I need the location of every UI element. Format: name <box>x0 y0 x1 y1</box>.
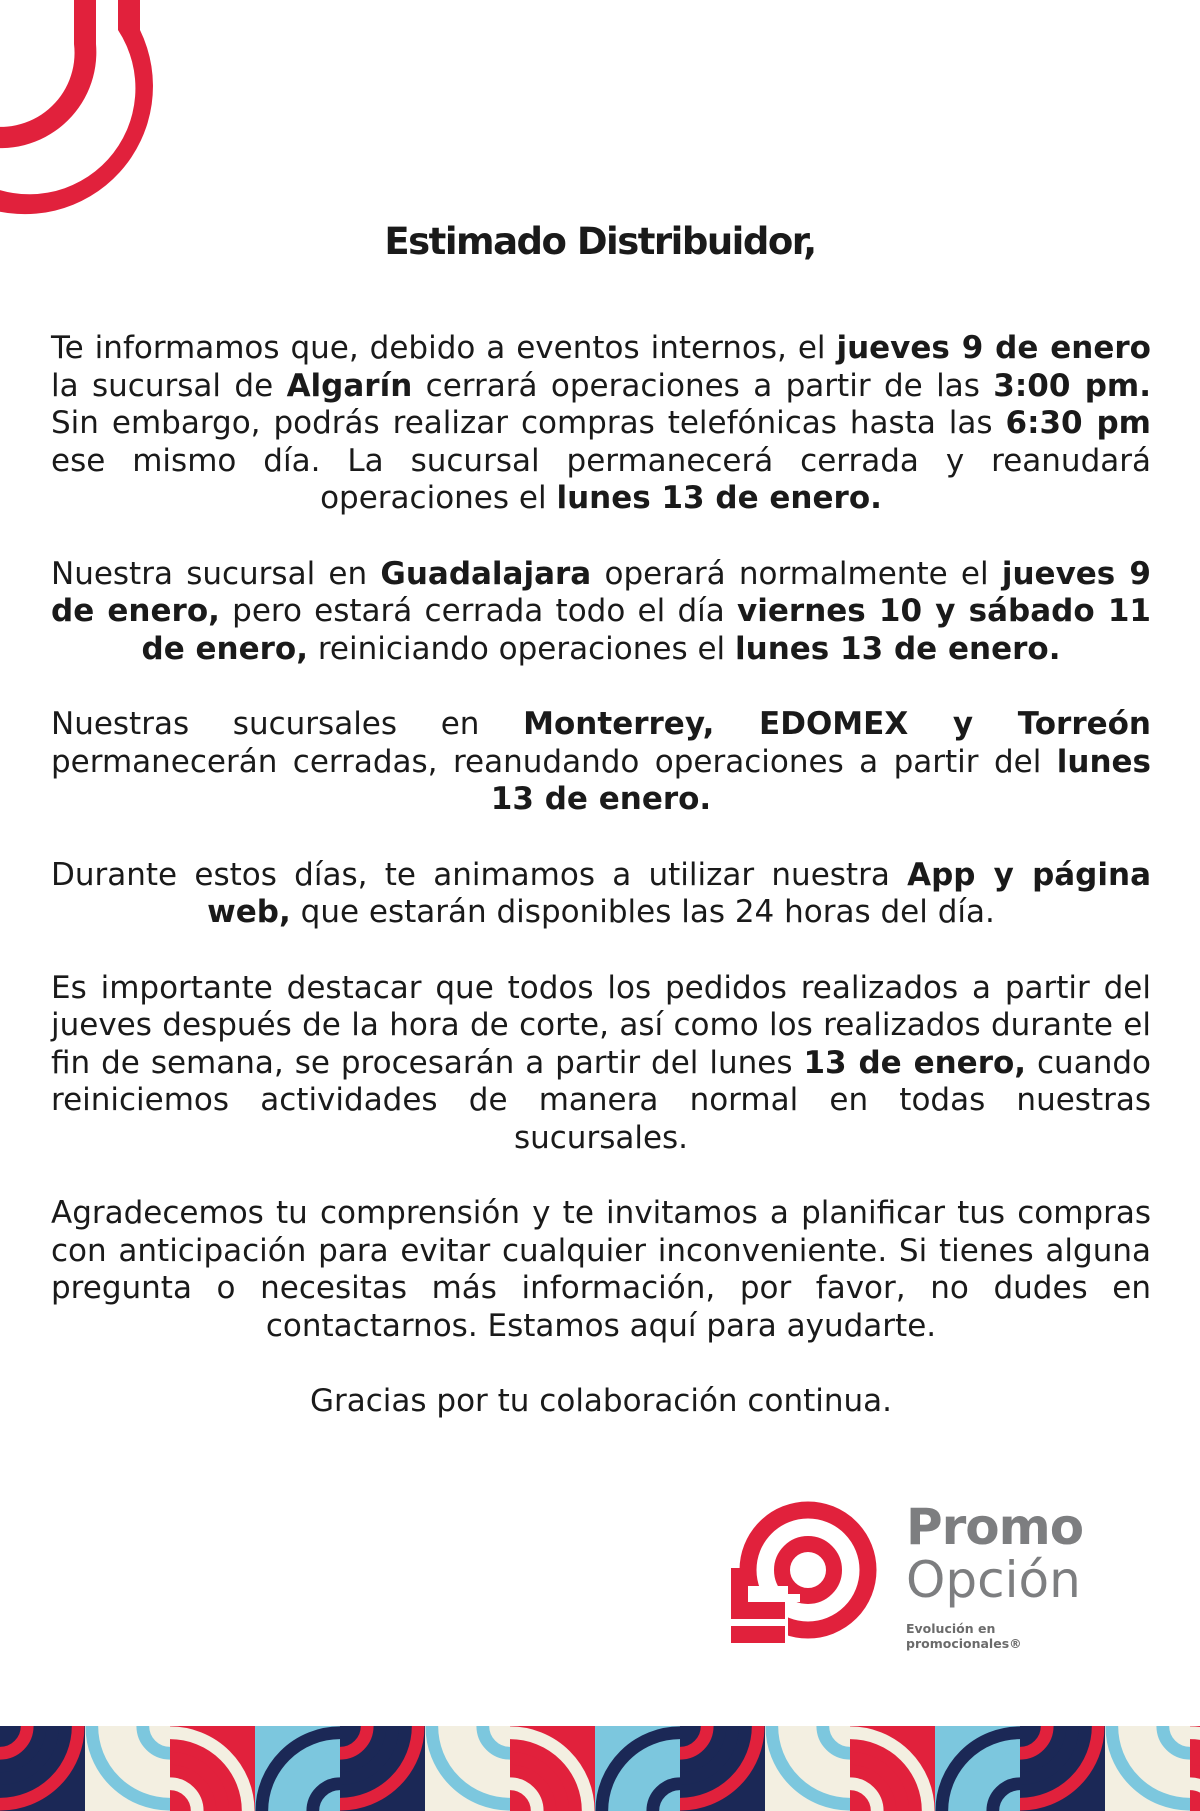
paragraph-pedidos: Es importante destacar que todos los pedidos realizados a partir del jueves después de la hora de corte, así como los realizados durante el fin de semana, se procesarán a partir del lunes 13 de enero, cuando reiniciemos actividades de manera normal en todas nuestras sucursales. <box>51 969 1151 1156</box>
brand-logo <box>728 1490 1108 1650</box>
geometric-arc-pattern <box>0 1726 1200 1811</box>
brand-word-promo: Promo <box>906 1498 1084 1556</box>
paragraph-guadalajara: Nuestra sucursal en Guadalajara operará normalmente el jueves 9 de enero, pero estará cerrada todo el día viernes 10 y sábado 11 de enero, reiniciando operaciones el lunes 13 de enero. <box>51 555 1151 667</box>
paragraph-agradecimiento: Agradecemos tu comprensión y te invitamos a planificar tus compras con anticipación para evitar cualquier inconveniente. Si tienes alguna pregunta o necesitas más información, por favor, no dudes en contactarnos. Estamos aquí para ayudarte. <box>51 1195 1151 1344</box>
promo-opcion-p-icon <box>728 1490 888 1650</box>
corner-arc-icon <box>0 0 160 215</box>
closing-line: Gracias por tu colaboración continua. <box>309 1383 893 1419</box>
letter-title: Estimado Distribuidor, <box>384 220 816 263</box>
brand-word-opcion: Opción <box>906 1551 1081 1609</box>
paragraph-algarin: Te informamos que, debido a eventos internos, el jueves 9 de enero la sucursal de Algarín cerrará operaciones a partir de las 3:00 pm. Sin embargo, podrás realizar compras telefónicas hasta las 6:30 pm ese mismo día. La sucursal permanecerá cerrada y reanudará operaciones el lunes 13 de enero. <box>51 330 1151 516</box>
paragraph-otras-sucursales: Nuestras sucursales en Monterrey, EDOMEX y Torreón permanecerán cerradas, reanudando operaciones a partir del lunes 13 de enero. <box>51 706 1151 817</box>
paragraph-app-web: Durante estos días, te animamos a utilizar nuestra App y página web, que estarán disponibles las 24 horas del día. <box>51 856 1151 930</box>
brand-tagline: Evolución en promocionales® <box>906 1621 1022 1651</box>
letter-body <box>51 330 1151 1421</box>
